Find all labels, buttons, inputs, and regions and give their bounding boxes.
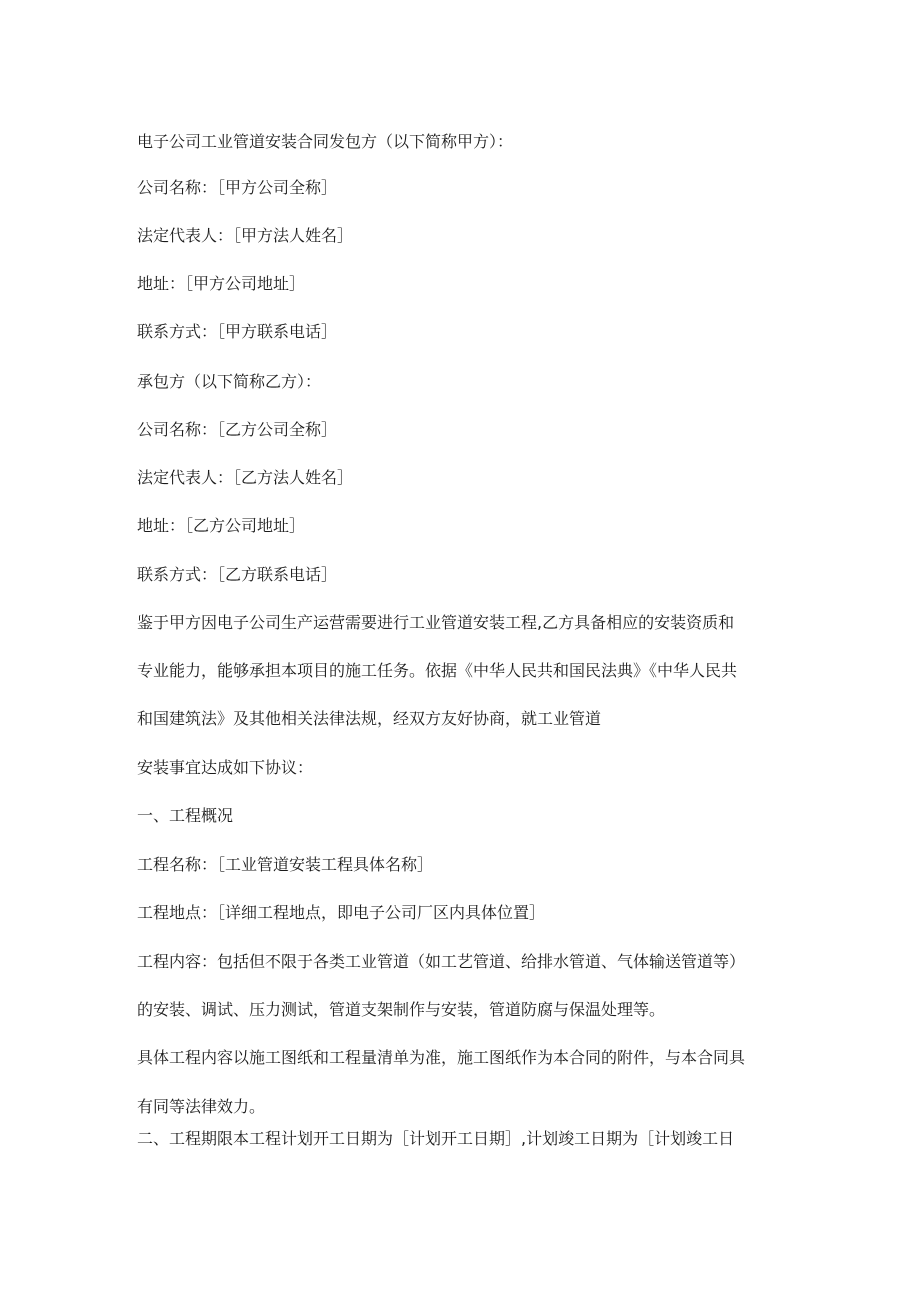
- party-b-address: 地址：［乙方公司地址］: [137, 516, 306, 535]
- party-b-company-name: 公司名称：［乙方公司全称］: [137, 420, 338, 439]
- project-location-line: 工程地点：［详细工程地点，即电子公司厂区内具体位置］: [137, 903, 546, 922]
- party-b-contact: 联系方式：［乙方联系电话］: [137, 565, 338, 584]
- party-a-address: 地址：［甲方公司地址］: [137, 274, 306, 293]
- party-a-contact: 联系方式：［甲方联系电话］: [137, 322, 338, 341]
- project-content-line-1: 工程内容：包括但不限于各类工业管道（如工艺管道、给排水管道、气体输送管道等）: [137, 952, 746, 971]
- drawings-clause-line-2: 有同等法律效力。: [137, 1097, 266, 1116]
- preamble-paragraph-line-4: 安装事宜达成如下协议：: [137, 758, 314, 777]
- project-name-line: 工程名称：［工业管道安装工程具体名称］: [137, 855, 434, 874]
- party-b-legal-representative: 法定代表人：［乙方法人姓名］: [137, 468, 354, 487]
- preamble-paragraph-line-2: 专业能力，能够承担本项目的施工任务。依据《中华人民共和国民法典》《中华人民共: [137, 661, 738, 680]
- project-content-line-2: 的安装、调试、压力测试，管道支架制作与安装，管道防腐与保温处理等。: [137, 1000, 666, 1019]
- section-1-heading: 一、工程概况: [137, 806, 234, 825]
- preamble-paragraph-line-3: 和国建筑法》及其他相关法律法规，经双方友好协商，就工业管道: [137, 709, 602, 728]
- party-b-heading: 承包方（以下简称乙方）：: [137, 372, 322, 391]
- party-a-company-name: 公司名称：［甲方公司全称］: [137, 178, 338, 197]
- drawings-clause-line-1: 具体工程内容以施工图纸和工程量清单为准，施工图纸作为本合同的附件，与本合同具: [137, 1048, 746, 1067]
- contract-title-line: 电子公司工业管道安装合同发包方（以下简称甲方）：: [137, 132, 514, 151]
- party-a-legal-representative: 法定代表人：［甲方法人姓名］: [137, 226, 354, 245]
- preamble-paragraph-line-1: 鉴于甲方因电子公司生产运营需要进行工业管道安装工程,乙方具备相应的安装资质和: [137, 613, 735, 632]
- section-2-heading-line: 二、工程期限本工程计划开工日期为［计划开工日期］,计划竣工日期为［计划竣工日: [137, 1129, 735, 1148]
